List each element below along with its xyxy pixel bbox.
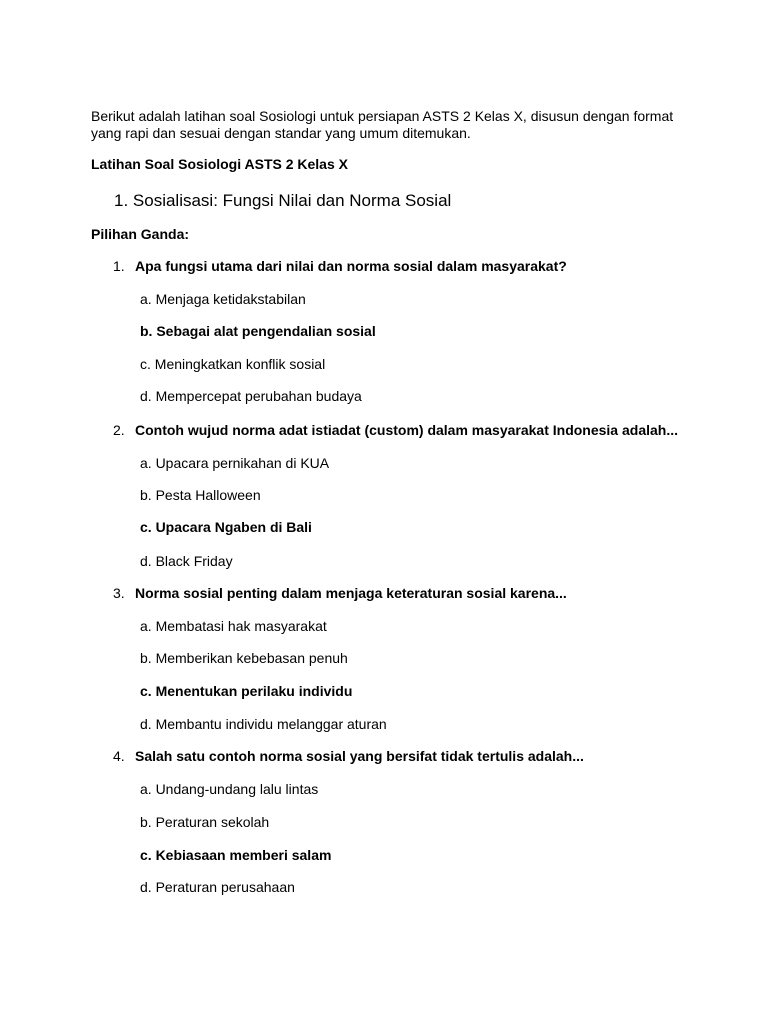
question-number: 4. bbox=[113, 748, 125, 764]
option-3b: b. Memberikan kebebasan penuh bbox=[140, 650, 348, 666]
option-4c: c. Kebiasaan memberi salam bbox=[140, 847, 332, 863]
question-text: Contoh wujud norma adat istiadat (custom) dalam masyarakat Indonesia adalah... bbox=[135, 422, 679, 438]
option-2b: b. Pesta Halloween bbox=[140, 487, 261, 503]
option-1b: b. Sebagai alat pengendalian sosial bbox=[140, 323, 376, 339]
option-3a: a. Membatasi hak masyarakat bbox=[140, 618, 327, 634]
question-number: 3. bbox=[113, 585, 125, 601]
option-2c: c. Upacara Ngaben di Bali bbox=[140, 519, 312, 535]
question-number: 2. bbox=[113, 422, 125, 438]
option-4b: b. Peraturan sekolah bbox=[140, 814, 270, 830]
question-text: Apa fungsi utama dari nilai dan norma sosial dalam masyarakat? bbox=[135, 258, 567, 274]
option-4a: a. Undang-undang lalu lintas bbox=[140, 781, 319, 797]
option-1d: d. Mempercepat perubahan budaya bbox=[140, 388, 362, 404]
option-1c: c. Meningkatkan konflik sosial bbox=[140, 356, 326, 372]
intro-paragraph: Berikut adalah latihan soal Sosiologi untuk persiapan ASTS 2 Kelas X, disusun dengan format yang rapi dan sesuai dengan standar yang umum ditemukan. bbox=[91, 108, 674, 141]
section-heading: 1. Sosialisasi: Fungsi Nilai dan Norma Sosial bbox=[114, 191, 452, 210]
option-2a: a. Upacara pernikahan di KUA bbox=[140, 455, 330, 471]
option-3d: d. Membantu individu melanggar aturan bbox=[140, 716, 387, 732]
question-text: Salah satu contoh norma sosial yang bersifat tidak tertulis adalah... bbox=[135, 748, 584, 764]
question-number: 1. bbox=[113, 258, 125, 274]
option-3c: c. Menentukan perilaku individu bbox=[140, 683, 353, 699]
option-1a: a. Menjaga ketidakstabilan bbox=[140, 291, 306, 307]
option-4d: d. Peraturan perusahaan bbox=[140, 879, 295, 895]
document-title: Latihan Soal Sosiologi ASTS 2 Kelas X bbox=[91, 156, 348, 172]
question-text: Norma sosial penting dalam menjaga keteraturan sosial karena... bbox=[135, 585, 567, 601]
option-2d: d. Black Friday bbox=[140, 553, 233, 569]
section-subheading: Pilihan Ganda: bbox=[91, 226, 190, 242]
